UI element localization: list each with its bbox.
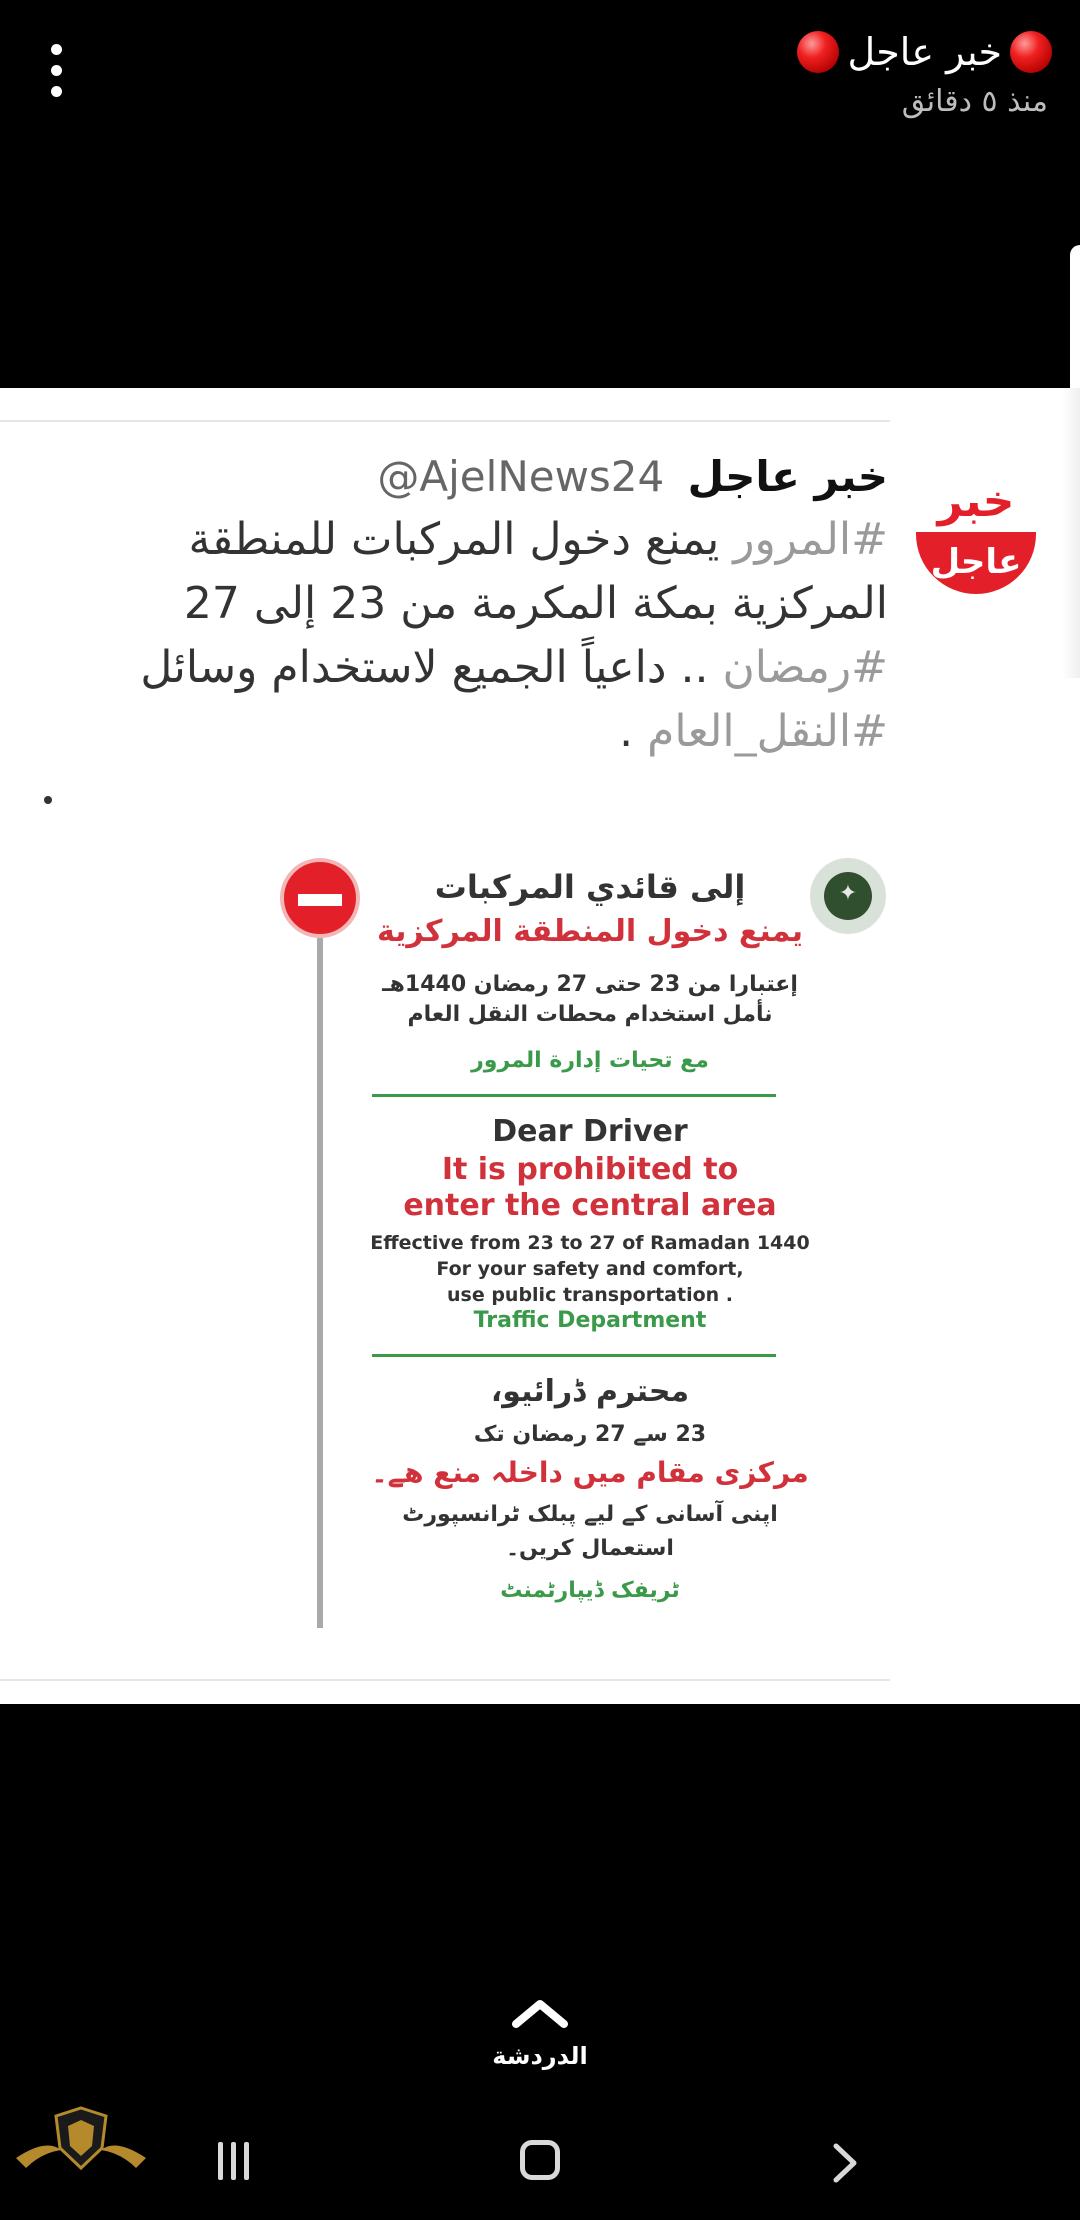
red-circle-icon xyxy=(797,31,839,73)
home-icon[interactable] xyxy=(520,2140,560,2180)
notice-ur-title: محترم ڈرائیو، xyxy=(490,1374,690,1409)
account-name: خبر عاجل xyxy=(847,30,1002,74)
tweet-author[interactable]: خبر عاجل xyxy=(687,452,888,501)
tweet-card[interactable] xyxy=(0,388,1080,1704)
notice-ur-dates: 23 سے 27 رمضان تک xyxy=(473,1422,707,1447)
tweet-image[interactable] xyxy=(270,858,890,1638)
notice-en-body: Effective from 23 to 27 of Ramadan 1440 For your safety and comfort, use public transportation . xyxy=(370,1232,810,1306)
story-account[interactable] xyxy=(797,26,1052,119)
divider xyxy=(372,1094,776,1097)
back-icon[interactable] xyxy=(824,2140,868,2186)
notice-en-prohibit: It is prohibited to enter the central area xyxy=(403,1152,777,1223)
notice-ur-sign: ٹریفک ڈیپارٹمنٹ xyxy=(500,1578,680,1603)
tweet-handle[interactable]: @AjelNews24 xyxy=(377,452,665,501)
notice-ar-prohibit: يمنع دخول المنطقة المركزية xyxy=(376,914,804,949)
notice-ur-body: اپنی آسانی کے لیے پبلک ٹرانسپورٹ استعمال کریں۔ xyxy=(402,1502,778,1561)
notice-ar-sign: مع تحيات إدارة المرور xyxy=(471,1048,709,1073)
notice-ur-prohibit: مرکزی مقام میں داخلہ منع ھے۔ xyxy=(371,1456,809,1489)
chat-label: الدردشة xyxy=(492,2042,588,2070)
avatar[interactable] xyxy=(910,476,1042,600)
chevron-up-icon xyxy=(512,1998,568,2028)
red-circle-icon xyxy=(1010,31,1052,73)
notice-en-title: Dear Driver xyxy=(492,1114,688,1149)
tweet-content xyxy=(68,446,888,764)
hashtag-link[interactable]: #رمضان xyxy=(722,642,888,693)
dot xyxy=(44,796,52,804)
avatar-label-bottom: عاجل xyxy=(930,542,1022,582)
divider xyxy=(372,1354,776,1357)
avatar-label-top: خبر xyxy=(937,476,1015,527)
notice-ar-body: إعتبارا من 23 حتى 27 رمضان 1440هـ نأمل استخدام محطات النقل العام xyxy=(382,972,798,1027)
divider xyxy=(0,1679,890,1681)
hashtag-link[interactable]: #النقل_العام xyxy=(647,706,888,757)
notice-en-sign: Traffic Department xyxy=(473,1308,707,1333)
sign-pole xyxy=(317,938,323,1628)
recents-icon[interactable] xyxy=(218,2142,262,2186)
system-nav-bar xyxy=(0,2120,1080,2220)
hashtag-link[interactable]: #المرور xyxy=(733,514,888,565)
no-entry-sign-icon xyxy=(280,858,360,938)
divider xyxy=(0,420,890,422)
traffic-emblem-icon: ✦ xyxy=(810,858,886,934)
notice-ar-title: إلى قائدي المركبات xyxy=(434,868,746,906)
chat-button[interactable] xyxy=(440,1998,640,2070)
tweet-text: #المرور يمنع دخول المركبات للمنطقة المركزية بمكة المكرمة من 23 إلى 27 #رمضان .. داعياً الجميع لاستخدام وسائل #النقل_العام . xyxy=(140,514,888,757)
more-vertical-icon[interactable] xyxy=(44,44,68,98)
story-timestamp: منذ ٥ دقائق xyxy=(901,84,1048,119)
story-header xyxy=(0,0,1080,388)
